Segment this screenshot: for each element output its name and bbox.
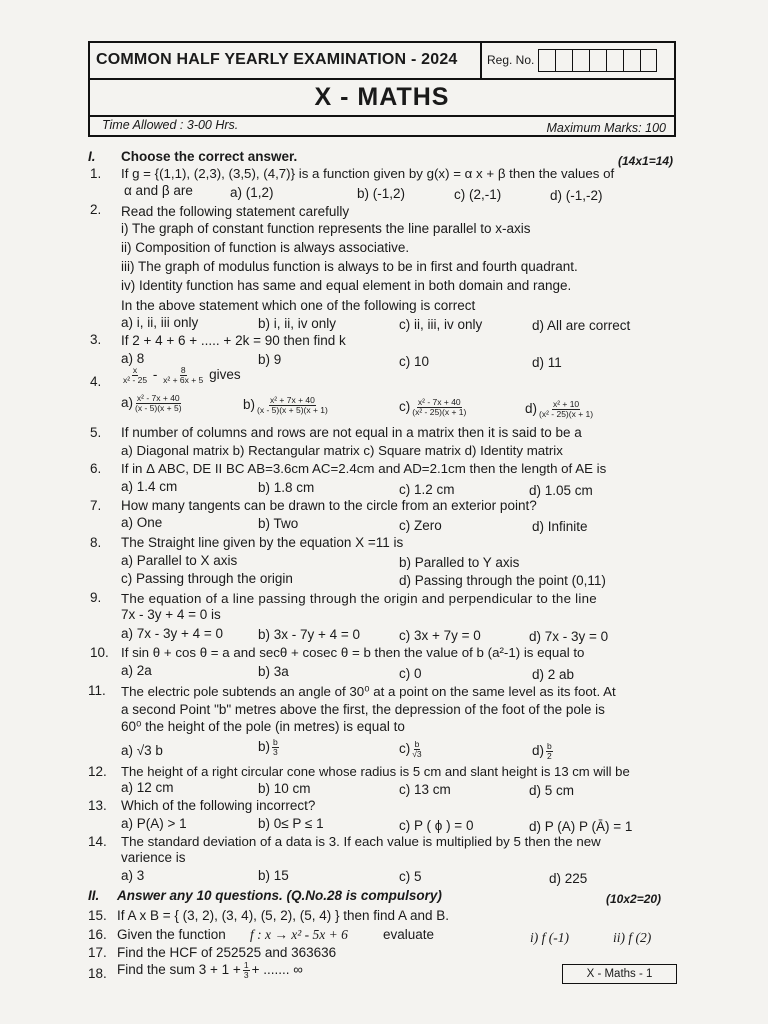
section-number: II. xyxy=(88,888,100,903)
option-b: b) 10 cm xyxy=(258,781,311,796)
option-d: d) P (A) P (Ā) = 1 xyxy=(529,819,633,834)
question-text: Which of the following incorrect? xyxy=(121,798,316,813)
option-c: c) 3x + 7y = 0 xyxy=(399,628,481,643)
question-number: 8. xyxy=(90,535,102,550)
question-text: How many tangents can be drawn to the circle from an exterior point? xyxy=(121,498,537,513)
question-number: 10. xyxy=(90,645,109,660)
option-b: b) i, ii, iv only xyxy=(258,316,337,331)
reg-cells xyxy=(538,49,657,72)
option-d: d) 7x - 3y = 0 xyxy=(529,629,609,644)
option-c: c) 5 xyxy=(399,869,422,884)
option-a: a) 8 xyxy=(121,351,145,366)
option-d: d) $\frac{b}{2}$ xyxy=(532,741,552,761)
option-a: a) $\frac{\text{x² - 7x + 40}}{(x - 5)(x + 5)}$ xyxy=(121,393,182,413)
reg-number-box xyxy=(480,43,676,78)
option-c: c) Passing through the origin xyxy=(121,571,293,586)
question-number: 2. xyxy=(90,202,102,217)
question-text: Read the following statement carefully xyxy=(121,204,350,219)
question-text: If sin θ + cos θ = a and secθ + cosec θ = b then the value of b (a²-1) is equal to xyxy=(121,645,585,660)
question-text: evaluate xyxy=(383,927,435,942)
section-marks: (10x2=20) xyxy=(606,892,662,906)
question-text: 7x - 3y + 4 = 0 is xyxy=(121,607,221,622)
option-d: d) $\frac{\text{x² + 10}}{\text{(x² - 25)(x + 1)}}$ xyxy=(525,399,594,419)
question-number: 14. xyxy=(88,834,107,849)
reg-label: Reg. No. xyxy=(487,53,535,67)
question-text: The standard deviation of a data is 3. If each value is multiplied by 5 then the new xyxy=(121,834,601,849)
question-number: 7. xyxy=(90,498,102,513)
question-number: 5. xyxy=(90,425,102,440)
question-number: 12. xyxy=(88,764,107,779)
question-text: If g = {(1,1), (2,3), (3,5), (4,7)} is a function given by g(x) = α x + β then the values of xyxy=(121,166,615,181)
question-number: 3. xyxy=(90,332,102,347)
option-b: b) 3x - 7y + 4 = 0 xyxy=(258,627,361,642)
option-b: b) 15 xyxy=(258,868,289,883)
header-box xyxy=(88,41,676,137)
options-line: a) Diagonal matrix b) Rectangular matrix c) Square matrix d) Identity matrix xyxy=(121,443,563,458)
option-a: a) 12 cm xyxy=(121,780,174,795)
option-c: c) P ( ϕ ) = 0 xyxy=(399,818,474,833)
question-number: 4. xyxy=(90,374,102,389)
option-a: a) 1.4 cm xyxy=(121,479,178,494)
time-allowed: Time Allowed : 3-00 Hrs. xyxy=(102,118,239,132)
option-d: d) All are correct xyxy=(532,318,631,333)
option-b: b) (-1,2) xyxy=(357,186,406,201)
function-expression: f : x → x² - 5x + 6 xyxy=(250,927,348,942)
question-text: The Straight line given by the equation X =11 is xyxy=(121,535,404,550)
question-text: a second Point "b" metres above the first, the depression of the foot of the pole is xyxy=(121,702,605,717)
statement-2: ii) Composition of function is always associative. xyxy=(121,240,410,255)
option-d: d) 2 ab xyxy=(532,667,575,682)
question-number: 16. xyxy=(88,927,107,942)
question-number: 1. xyxy=(90,166,102,181)
max-marks: Maximum Marks: 100 xyxy=(546,121,666,135)
question-text: 60⁰ the height of the pole (in metres) is equal to xyxy=(121,719,405,734)
option-c: c) 13 cm xyxy=(399,782,451,797)
part-1: i) f (-1) xyxy=(530,930,569,945)
option-b: b) 1.8 cm xyxy=(258,480,315,495)
option-a: a) One xyxy=(121,515,163,530)
subject-title: X - MATHS xyxy=(314,83,450,111)
question-number: 18. xyxy=(88,966,107,981)
question-number: 13. xyxy=(88,798,107,813)
section-title: Choose the correct answer. xyxy=(121,149,298,164)
option-c: c) $\frac{\text{x² - 7x + 40}}{\text{(x² - 25)(x + 1)}}$ xyxy=(399,397,467,417)
option-d: d) 11 xyxy=(532,355,562,370)
option-a: a) Parallel to X axis xyxy=(121,553,238,568)
question-text: If number of columns and rows are not equal in a matrix then it is said to be a xyxy=(121,425,582,440)
option-c: c) Zero xyxy=(399,518,442,533)
question-number: 17. xyxy=(88,945,107,960)
question-number: 11. xyxy=(88,683,106,698)
option-c: c) (2,-1) xyxy=(454,187,502,202)
statement-4: iv) Identity function has same and equal element in both domain and range. xyxy=(121,278,572,293)
option-c: c) 10 xyxy=(399,354,430,369)
section-number: I. xyxy=(88,149,96,164)
subject-row xyxy=(90,78,674,117)
option-b: b) Paralled to Y axis xyxy=(399,555,520,570)
option-d: d) Passing through the point (0,11) xyxy=(399,573,606,588)
question-text: If 2 + 4 + 6 + ..... + 2k = 90 then find k xyxy=(121,333,346,348)
option-d: d) 225 xyxy=(549,871,588,886)
option-b: b) $\frac{\text{x² + 7x + 40}}{(x - 5)(x + 5)(x + 1)}$ xyxy=(243,395,328,415)
option-b: b) 9 xyxy=(258,352,282,367)
option-d: d) Infinite xyxy=(532,519,588,534)
option-b: b) 0≤ P ≤ 1 xyxy=(258,816,324,831)
question-number: 9. xyxy=(90,590,102,605)
option-c: c) ii, iii, iv only xyxy=(399,317,483,332)
question-text: Given the function xyxy=(117,927,226,942)
question-text: In the above statement which one of the following is correct xyxy=(121,298,476,313)
statement-1: i) The graph of constant function represents the line parallel to x-axis xyxy=(121,221,531,236)
option-b: b) 3a xyxy=(258,664,289,679)
option-d: d) (-1,-2) xyxy=(550,188,603,203)
option-d: d) 5 cm xyxy=(529,783,575,798)
option-b: b) $\frac{b}{3}$ xyxy=(258,737,278,757)
option-c: c) 1.2 cm xyxy=(399,482,455,497)
question-expression: $\frac{x}{\text{x² - 25}}$ - $\frac{8}{\text{x² + 6x + 5}}$ gives xyxy=(123,365,241,385)
option-a: a) 7x - 3y + 4 = 0 xyxy=(121,626,224,641)
question-number: 6. xyxy=(90,461,102,476)
question-text: The electric pole subtends an angle of 30⁰ at a point on the same level as its foot. At xyxy=(121,684,616,699)
question-text: Find the HCF of 252525 and 363636 xyxy=(117,945,337,960)
section-title: Answer any 10 questions. (Q.No.28 is compulsory) xyxy=(117,888,442,903)
option-b: b) Two xyxy=(258,516,299,531)
page-footer-label: X - Maths - 1 xyxy=(562,964,677,984)
question-text: α and β are xyxy=(124,183,193,198)
question-text: If A x B = { (3, 2), (3, 4), (5, 2), (5, 4) } then find A and B. xyxy=(117,908,450,923)
option-a: a) P(A) > 1 xyxy=(121,816,187,831)
option-a: a) i, ii, iii only xyxy=(121,315,199,330)
option-c: c) 0 xyxy=(399,666,422,681)
option-a: a) √3 b xyxy=(121,743,163,758)
question-text: varience is xyxy=(121,850,186,865)
header-title-row xyxy=(90,43,674,80)
exam-title: COMMON HALF YEARLY EXAMINATION - 2024 xyxy=(96,51,458,68)
part-2: ii) f (2) xyxy=(613,930,652,945)
option-d: d) 1.05 cm xyxy=(529,483,593,498)
option-a: a) 3 xyxy=(121,868,145,883)
option-a: a) 2a xyxy=(121,663,152,678)
statement-3: iii) The graph of modulus function is always to be in first and fourth quadrant. xyxy=(121,259,578,274)
fraction: $\frac{8}{\text{x² + 6x + 5}}$ xyxy=(163,365,204,385)
question-text: If in Δ ABC, DE II BC AB=3.6cm AC=2.4cm and AD=2.1cm then the length of AE is xyxy=(121,461,607,476)
question-text: Find the sum 3 + 1 + $\frac{1}{3}$ + ....... ∞ xyxy=(117,960,303,980)
option-c: c) $\frac{b}{√3}$ xyxy=(399,739,422,759)
section-marks: (14x1=14) xyxy=(618,154,674,168)
option-a: a) (1,2) xyxy=(230,185,274,200)
question-text: The height of a right circular cone whose radius is 5 cm and slant height is 13 cm will be xyxy=(121,764,630,779)
question-number: 15. xyxy=(88,908,107,923)
question-text: The equation of a line passing through the origin and perpendicular to the line xyxy=(121,591,597,606)
fraction: $\frac{x}{\text{x² - 25}}$ xyxy=(123,365,148,385)
